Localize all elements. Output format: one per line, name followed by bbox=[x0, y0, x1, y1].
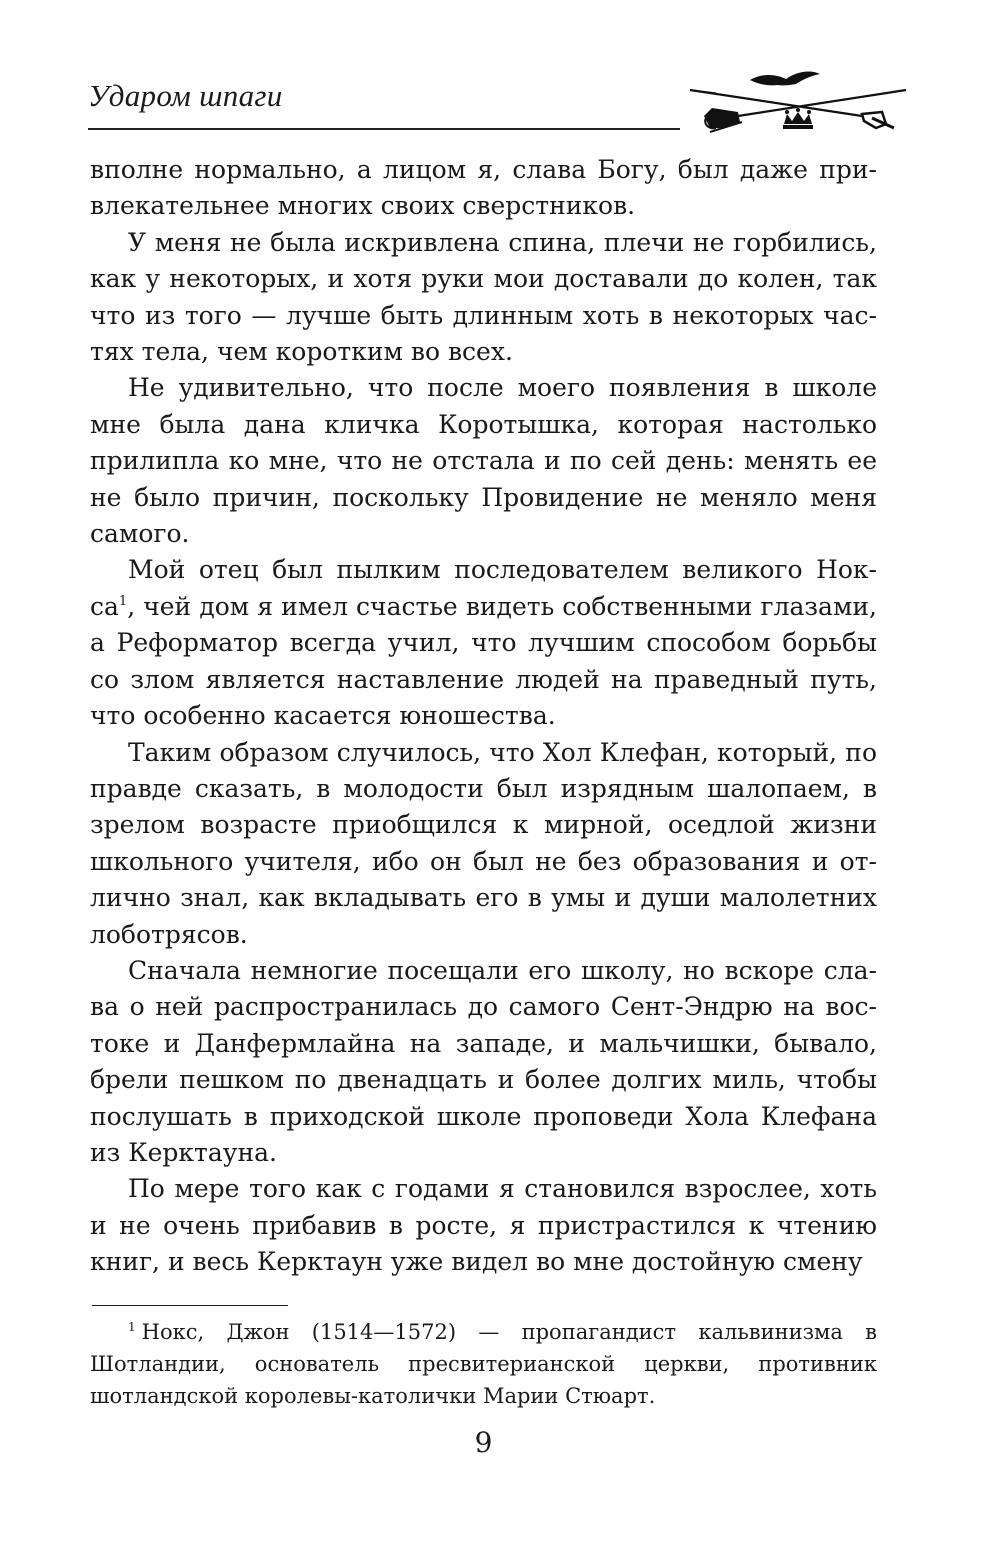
footnote-reference[interactable]: 1 bbox=[118, 593, 128, 609]
crossed-swords-eagle-crown-icon bbox=[686, 66, 908, 142]
paragraph: Не удивительно, что после моего появления в школе мне была дана кличка Коротышка, которая настолько прилипла ко мне, что не отстала и по сей день: менять ее не было причин, поскольку Провидение не меняло меня самого. bbox=[90, 373, 877, 549]
paragraph-text: , чей дом я имел счастье видеть собственными глазами, а Реформатор всегда учил, что лучшим способом борьбы со злом является наставление людей на праведный путь, что особенно касается юношества. bbox=[90, 591, 877, 731]
page-number: 9 bbox=[474, 1426, 493, 1459]
footnote-rule bbox=[92, 1305, 288, 1306]
paragraph: По мере того как с годами я становился взрослее, хоть и не очень прибавив в росте, я пристрастился к чтению книг, и весь Керктаун уже видел во мне достойную смену bbox=[90, 1174, 877, 1277]
paragraph: Сначала немногие посещали его школу, но вскоре слава о ней распространилась до самого Сент-Эндрю на востоке и Данфермлайна на западе, и мальчишки, бывало, брели пешком по двенадцать и более долгих миль, чтобы послушать в приходской школе проповеди Хола Клефана из Керктауна. bbox=[90, 955, 877, 1167]
paragraph: вполне нормально, а лицом я, слава Богу, был даже привлекательнее многих своих сверстников. bbox=[90, 155, 877, 221]
footnote bbox=[90, 1316, 877, 1412]
paragraph-text: Мой отец был пылким последователем великого Нокса bbox=[90, 555, 877, 621]
paragraph: У меня не была искривлена спина, плечи не горбились, как у некоторых, и хотя руки мои доставали до колен, так что из того — лучше быть длинным хоть в некоторых частях тела, чем коротким во всех. bbox=[90, 227, 877, 367]
paragraph-with-footnote-ref bbox=[90, 552, 877, 734]
footnote-text: Нокс, Джон (1514—1572) — пропагандист кальвинизма в Шотландии, основатель пресвитерианской церкви, противник шотландской королевы-католички Марии Стюарт. bbox=[90, 1320, 877, 1408]
running-header bbox=[88, 62, 908, 142]
footnote-mark: 1 bbox=[128, 1320, 136, 1334]
header-rule bbox=[88, 128, 680, 130]
running-title: Ударом шпаги bbox=[88, 78, 283, 113]
body-text bbox=[90, 152, 877, 1281]
paragraph: Таким образом случилось, что Хол Клефан, который, по правде сказать, в молодости был изрядным шалопаем, в зрелом возрасте приобщился к мирной, оседлой жизни школьного учителя, ибо он был не без образования и отлично знал, как вкладывать его в умы и души малолетних лоботрясов. bbox=[90, 737, 877, 949]
